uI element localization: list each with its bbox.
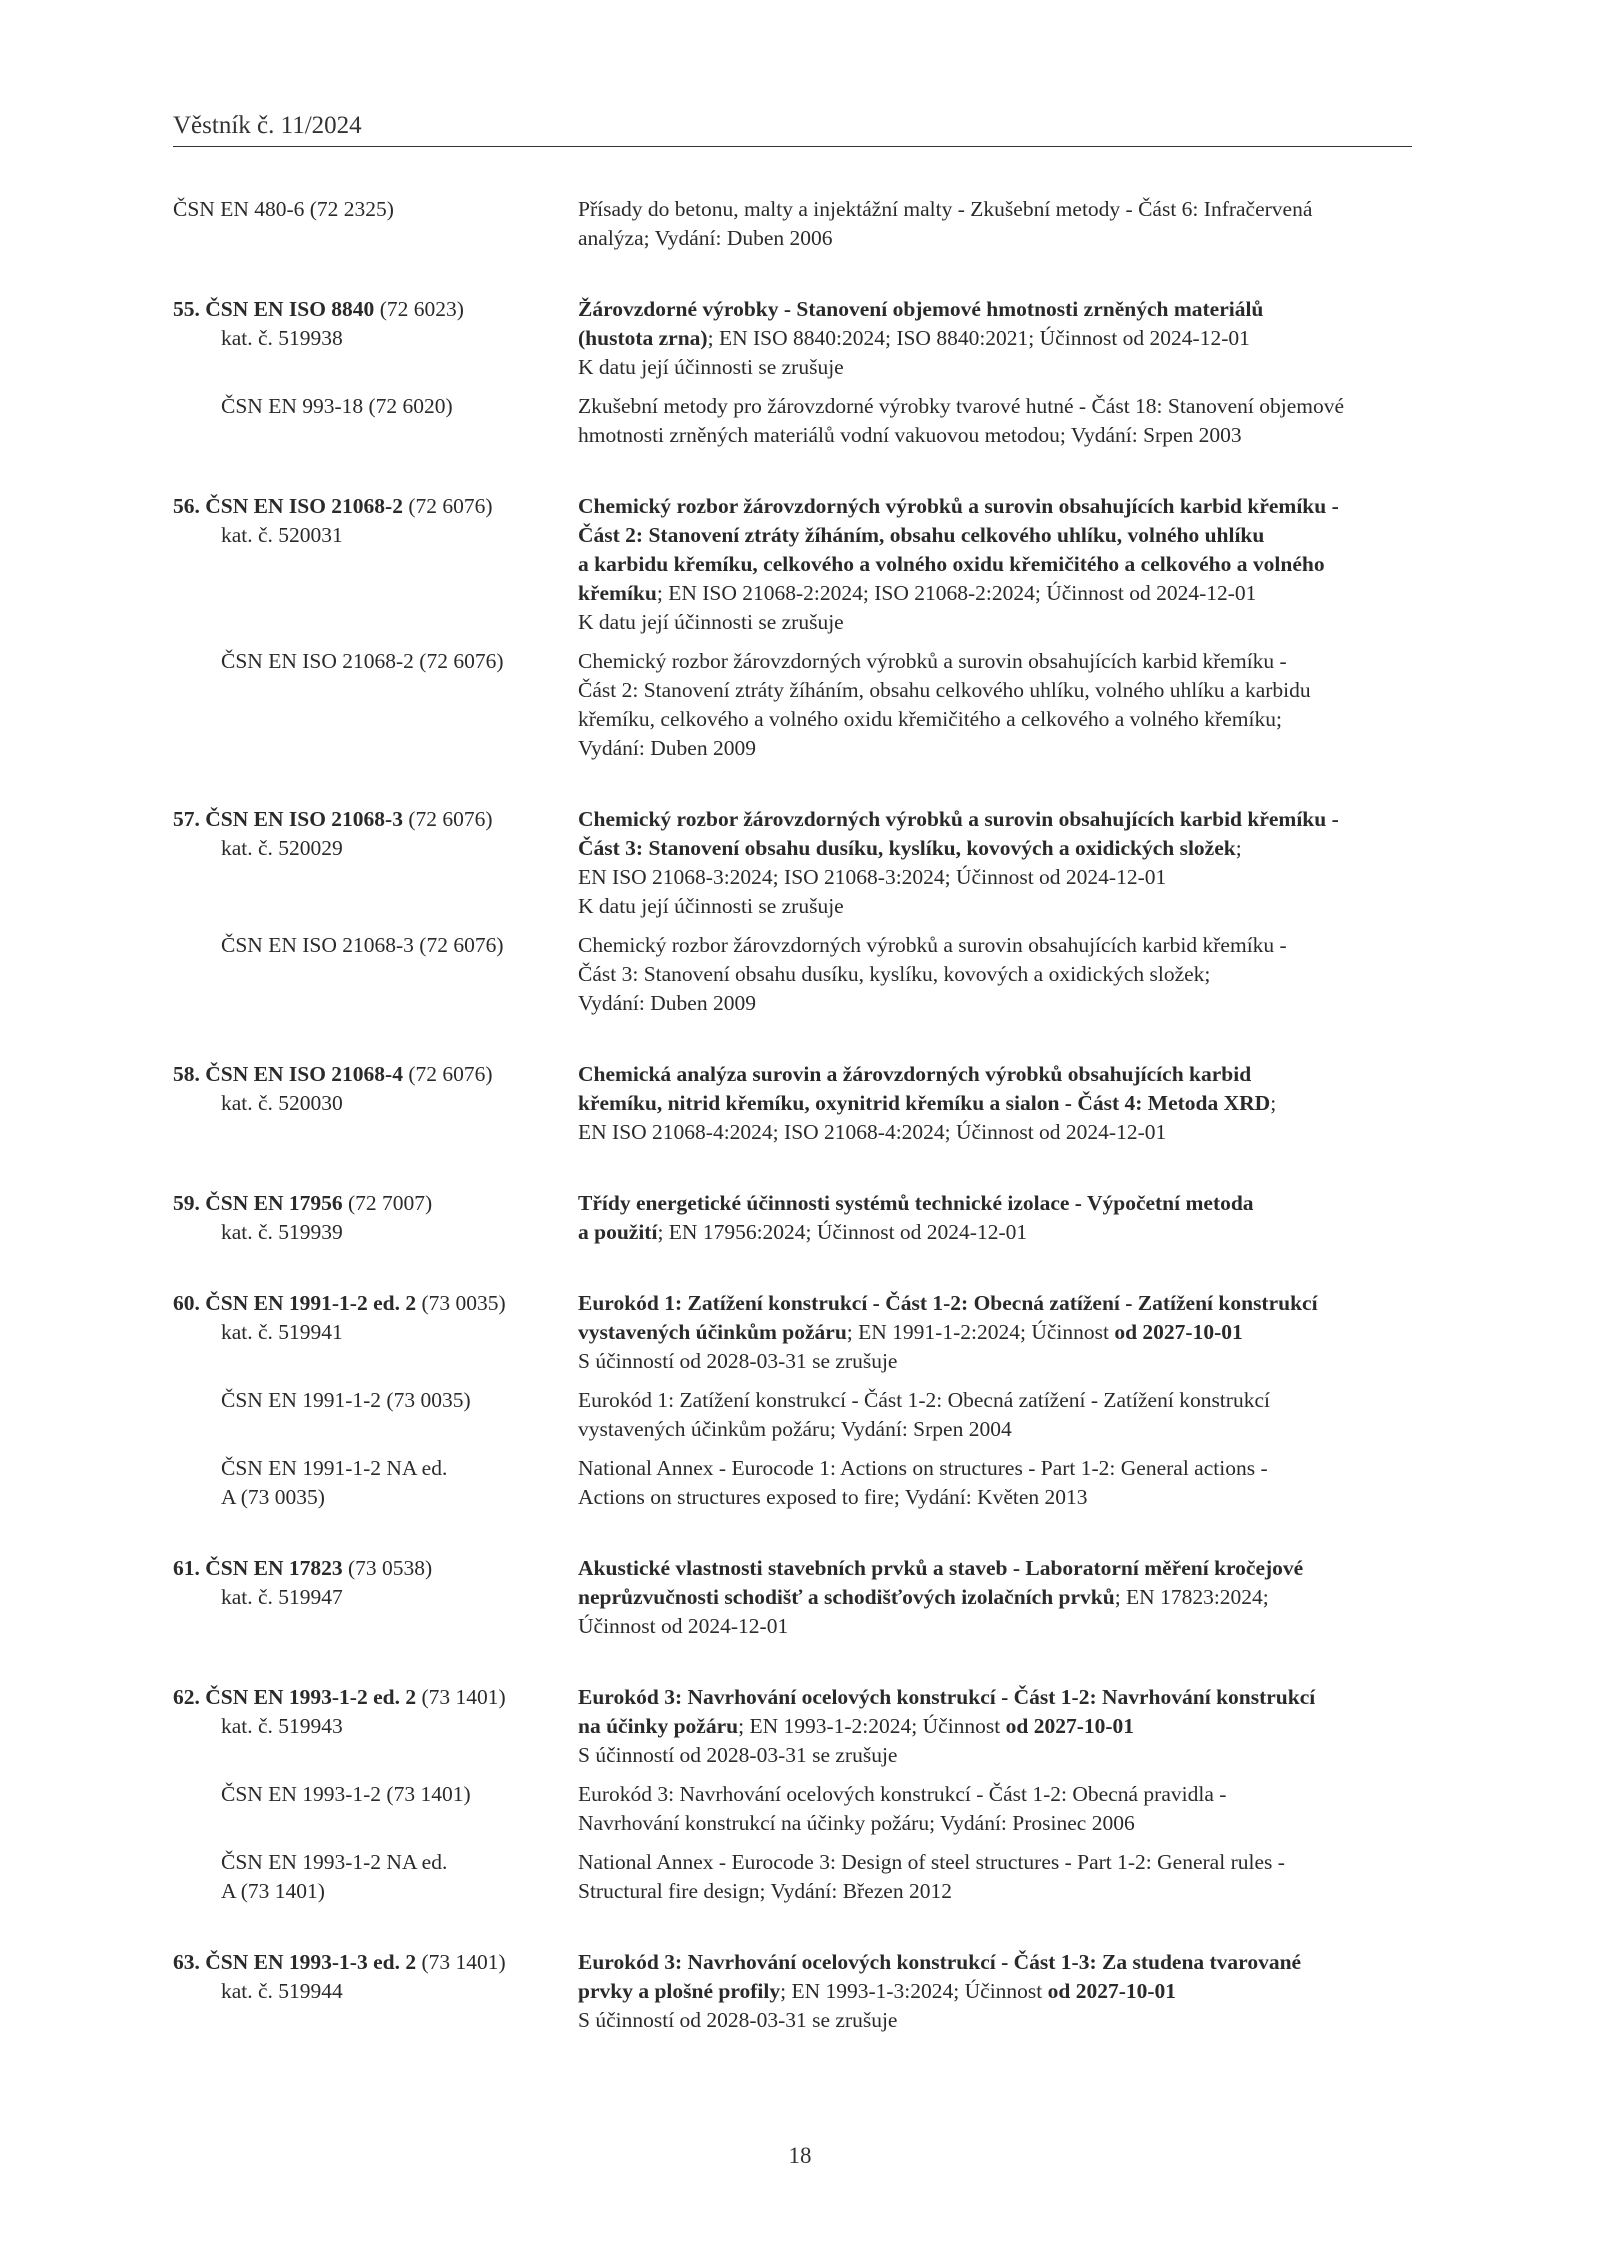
title-note: K datu její účinnosti se zrušuje <box>578 894 844 918</box>
code-line: ČSN EN 1993-1-2 NA ed. <box>221 1850 448 1874</box>
title-line: National Annex - Eurocode 3: Design of steel structures - Part 1-2: General rules - <box>578 1850 1285 1874</box>
catalog-number: kat. č. 520029 <box>221 836 343 860</box>
document-content <box>173 195 1423 2077</box>
title-details: ; EN 17956:2024; Účinnost od 2024-12-01 <box>657 1220 1028 1244</box>
standard-entry <box>173 1554 1423 1641</box>
title-line: křemíku, celkového a volného oxidu křemičitého a celkového a volného křemíku; <box>578 707 1282 731</box>
designation-line <box>173 1189 578 1218</box>
standard-entry <box>173 1289 1423 1512</box>
title-note: K datu její účinnosti se zrušuje <box>578 610 844 634</box>
title-details: ; <box>1270 1091 1277 1115</box>
standard-title <box>578 1554 1418 1641</box>
title-line <box>578 579 1418 608</box>
entry-number: 57. <box>173 807 200 831</box>
title-bold-text: Eurokód 3: Navrhování ocelových konstrukcí - Část 1-3: Za studena tvarované <box>578 1950 1302 1974</box>
standard-designation <box>173 295 578 353</box>
title-bold-text: Žárovzdorné výrobky - Stanovení objemové hmotnosti zrněných materiálů <box>578 297 1264 321</box>
title-details: ; EN ISO 21068-2:2024; ISO 21068-2:2024; Účinnost od 2024-12-01 <box>656 581 1257 605</box>
replaced-standard-row <box>173 1780 1423 1838</box>
title-bold-text: Akustické vlastnosti stavebních prvků a staveb - Laboratorní měření kročejové <box>578 1556 1304 1580</box>
standard-class: (73 0035) <box>416 1291 506 1315</box>
title-note: EN ISO 21068-4:2024; ISO 21068-4:2024; Účinnost od 2024-12-01 <box>578 1120 1167 1144</box>
title-line <box>578 834 1418 863</box>
designation-line <box>173 805 578 834</box>
standard-class: (72 6076) <box>402 1062 493 1086</box>
title-bold-text: Část 2: Stanovení ztráty žíháním, obsahu celkového uhlíku, volného uhlíku <box>578 523 1265 547</box>
title-line: Chemický rozbor žárovzdorných výrobků a surovin obsahujících karbid křemíku - <box>578 649 1287 673</box>
title-bold-text: křemíku, nitrid křemíku, oxynitrid křemíku a sialon - Část 4: Metoda XRD <box>578 1091 1271 1115</box>
title-bold-text: prvky a plošné profily <box>578 1979 781 2003</box>
title-line <box>578 1712 1418 1741</box>
new-standard-row <box>173 492 1423 637</box>
replaced-standard-title <box>578 1780 1418 1838</box>
standard-entry <box>173 1683 1423 1906</box>
title-bold-text: křemíku <box>578 581 657 605</box>
standard-class: (73 1401) <box>416 1685 506 1709</box>
standard-code: ČSN EN 17956 <box>205 1191 343 1215</box>
new-standard-row <box>173 1554 1423 1641</box>
standard-code: ČSN EN ISO 21068-4 <box>205 1062 403 1086</box>
designation-line <box>173 1948 578 1977</box>
standard-designation <box>173 1189 578 1247</box>
standard-code: ČSN EN 1993-1-2 ed. 2 <box>205 1685 417 1709</box>
title-line: Přísady do betonu, malty a injektážní malty - Zkušební metody - Část 6: Infračervená <box>578 197 1313 221</box>
title-bold-text: Třídy energetické účinnosti systémů technické izolace - Výpočetní metoda <box>578 1191 1254 1215</box>
standard-title <box>578 1948 1418 2035</box>
replaced-standard-code <box>173 392 578 421</box>
catalog-number: kat. č. 519941 <box>221 1320 343 1344</box>
title-line <box>578 1089 1418 1118</box>
title-line <box>578 521 1418 550</box>
title-line: vystavených účinkům požáru; Vydání: Srpen 2004 <box>578 1417 1012 1441</box>
designation-line <box>173 492 578 521</box>
title-line <box>578 295 1418 324</box>
standard-code: ČSN EN ISO 21068-2 <box>205 494 403 518</box>
title-line <box>578 1289 1418 1318</box>
title-line <box>578 1977 1418 2006</box>
standard-entry <box>173 295 1423 450</box>
standard-title <box>578 1289 1418 1376</box>
title-note: EN ISO 21068-3:2024; ISO 21068-3:2024; Účinnost od 2024-12-01 <box>578 865 1167 889</box>
new-standard-row <box>173 1683 1423 1770</box>
catalog-number: kat. č. 519944 <box>221 1979 343 2003</box>
entry-number: 60. <box>173 1291 200 1315</box>
title-line: hmotnosti zrněných materiálů vodní vakuovou metodou; Vydání: Srpen 2003 <box>578 423 1242 447</box>
catalog-number: kat. č. 520031 <box>221 523 343 547</box>
entry-number: 58. <box>173 1062 200 1086</box>
title-line: Vydání: Duben 2009 <box>578 991 756 1015</box>
title-line <box>578 492 1418 521</box>
title-bold-text: Eurokód 3: Navrhování ocelových konstrukcí - Část 1-2: Navrhování konstrukcí <box>578 1685 1316 1709</box>
standard-title <box>578 1683 1418 1770</box>
replaced-standard-row <box>173 931 1423 1018</box>
title-line <box>578 1060 1418 1089</box>
code-line: ČSN EN ISO 21068-3 (72 6076) <box>221 933 504 957</box>
title-note: S účinností od 2028-03-31 se zrušuje <box>578 1743 898 1767</box>
replaced-standard-code <box>173 647 578 676</box>
standard-title <box>578 1189 1418 1247</box>
catalog-number: kat. č. 519947 <box>221 1585 343 1609</box>
title-line: Část 2: Stanovení ztráty žíháním, obsahu celkového uhlíku, volného uhlíku a karbidu <box>578 678 1311 702</box>
effective-date: od 2027-10-01 <box>1005 1714 1135 1738</box>
standard-code: ČSN EN 1991-1-2 ed. 2 <box>205 1291 417 1315</box>
standard-entry <box>173 805 1423 1018</box>
title-line <box>578 1554 1418 1583</box>
standard-class: (72 6076) <box>402 494 493 518</box>
title-line <box>578 1189 1418 1218</box>
title-bold-text: Část 3: Stanovení obsahu dusíku, kyslíku, kovových a oxidických složek <box>578 836 1236 860</box>
standard-designation <box>173 1948 578 2006</box>
replaced-standard-code <box>173 1386 578 1415</box>
title-bold-text: (hustota zrna) <box>578 326 708 350</box>
entry-number: 56. <box>173 494 200 518</box>
standard-title <box>578 805 1418 921</box>
title-line: Část 3: Stanovení obsahu dusíku, kyslíku, kovových a oxidických složek; <box>578 962 1211 986</box>
replaced-standard-code <box>173 1454 578 1512</box>
title-line <box>578 1218 1418 1247</box>
replaced-standard-code <box>173 1780 578 1809</box>
title-bold-text: a použití <box>578 1220 658 1244</box>
standard-entry <box>173 492 1423 763</box>
designation-line <box>173 1554 578 1583</box>
code-line: ČSN EN 1991-1-2 NA ed. <box>221 1456 448 1480</box>
title-line: National Annex - Eurocode 1: Actions on structures - Part 1-2: General actions - <box>578 1456 1268 1480</box>
replaced-standard-title <box>578 1454 1418 1512</box>
standard-code: ČSN EN 1993-1-3 ed. 2 <box>205 1950 417 1974</box>
replaced-standard-code <box>173 931 578 960</box>
title-line: Navrhování konstrukcí na účinky požáru; Vydání: Prosinec 2006 <box>578 1811 1135 1835</box>
title-line <box>578 1683 1418 1712</box>
title-line: analýza; Vydání: Duben 2006 <box>578 226 833 250</box>
title-note: K datu její účinnosti se zrušuje <box>578 355 844 379</box>
standard-designation <box>173 805 578 863</box>
title-bold-text: Chemický rozbor žárovzdorných výrobků a surovin obsahujících karbid křemíku - <box>578 807 1339 831</box>
standard-class: (72 6076) <box>402 807 493 831</box>
title-bold-text: Chemická analýza surovin a žárovzdorných výrobků obsahujících karbid <box>578 1062 1252 1086</box>
replaced-standard-title <box>578 1848 1418 1906</box>
code-line: ČSN EN 993-18 (72 6020) <box>221 394 453 418</box>
title-bold-text: a karbidu křemíku, celkového a volného oxidu křemičitého a celkového a volného <box>578 552 1325 576</box>
replaced-standard-code <box>173 195 578 224</box>
code-line: A (73 0035) <box>221 1485 325 1509</box>
replaced-standard-row <box>173 1848 1423 1906</box>
catalog-number: kat. č. 520030 <box>221 1091 343 1115</box>
catalog-number: kat. č. 519939 <box>221 1220 343 1244</box>
standard-entry <box>173 1948 1423 2035</box>
page-header-title: Věstník č. 11/2024 <box>173 112 362 139</box>
entry-number: 61. <box>173 1556 200 1580</box>
title-note: Účinnost od 2024-12-01 <box>578 1614 789 1638</box>
title-line <box>578 1948 1418 1977</box>
title-details: ; EN 1993-1-2:2024; Účinnost <box>738 1714 1006 1738</box>
title-line <box>578 1583 1418 1612</box>
replaced-standard-title <box>578 647 1418 763</box>
catalog-number: kat. č. 519938 <box>221 326 343 350</box>
replaced-standard-title <box>578 392 1418 450</box>
title-details: ; EN 1993-1-3:2024; Účinnost <box>780 1979 1048 2003</box>
designation-line <box>173 295 578 324</box>
replaced-standard-title <box>578 1386 1418 1444</box>
entry-number: 63. <box>173 1950 200 1974</box>
code-line: ČSN EN 1993-1-2 (73 1401) <box>221 1782 471 1806</box>
designation-line <box>173 1289 578 1318</box>
standard-title <box>578 1060 1418 1147</box>
code-line: ČSN EN ISO 21068-2 (72 6076) <box>221 649 504 673</box>
replaced-standard-row <box>173 1386 1423 1444</box>
standard-designation <box>173 1060 578 1118</box>
title-line <box>578 805 1418 834</box>
title-details: ; <box>1235 836 1242 860</box>
title-line: Vydání: Duben 2009 <box>578 736 756 760</box>
code-line: ČSN EN 480-6 (72 2325) <box>173 197 394 221</box>
standard-class: (72 7007) <box>342 1191 433 1215</box>
title-bold-text: na účinky požáru <box>578 1714 739 1738</box>
title-line <box>578 1318 1418 1347</box>
title-note: S účinností od 2028-03-31 se zrušuje <box>578 1349 898 1373</box>
code-line: ČSN EN 1991-1-2 (73 0035) <box>221 1388 471 1412</box>
title-note: S účinností od 2028-03-31 se zrušuje <box>578 2008 898 2032</box>
title-bold-text: Eurokód 1: Zatížení konstrukcí - Část 1-2: Obecná zatížení - Zatížení konstrukcí <box>578 1291 1318 1315</box>
entry-number: 62. <box>173 1685 200 1709</box>
title-bold-text: vystavených účinkům požáru <box>578 1320 847 1344</box>
title-line: Zkušební metody pro žárovzdorné výrobky tvarové hutné - Část 18: Stanovení objemové <box>578 394 1345 418</box>
standard-code: ČSN EN ISO 8840 <box>205 297 375 321</box>
standard-designation <box>173 492 578 550</box>
title-line: Actions on structures exposed to fire; Vydání: Květen 2013 <box>578 1485 1088 1509</box>
title-details: ; EN 17823:2024; <box>1114 1585 1269 1609</box>
standard-designation <box>173 1289 578 1347</box>
standard-entry <box>173 1060 1423 1147</box>
title-bold-text: Chemický rozbor žárovzdorných výrobků a surovin obsahujících karbid křemíku - <box>578 494 1339 518</box>
page-number: 18 <box>788 2143 812 2168</box>
title-line: Structural fire design; Vydání: Březen 2012 <box>578 1879 952 1903</box>
standard-designation <box>173 1683 578 1741</box>
standard-class: (73 0538) <box>342 1556 433 1580</box>
replaced-standard-row <box>173 647 1423 763</box>
title-line <box>578 550 1418 579</box>
title-bold-text: neprůzvučnosti schodišť a schodišťových izolačních prvků <box>578 1585 1115 1609</box>
standard-class: (72 6023) <box>374 297 464 321</box>
replaced-standard-row <box>173 392 1423 450</box>
title-details: ; EN ISO 8840:2024; ISO 8840:2021; Účinnost od 2024-12-01 <box>707 326 1250 350</box>
standard-entry <box>173 195 1423 253</box>
new-standard-row <box>173 1189 1423 1247</box>
catalog-number: kat. č. 519943 <box>221 1714 343 1738</box>
new-standard-row <box>173 1289 1423 1376</box>
standard-title <box>578 492 1418 637</box>
title-line <box>578 324 1418 353</box>
replaced-standard-row <box>173 195 1423 253</box>
title-details: ; EN 1991-1-2:2024; Účinnost <box>846 1320 1115 1344</box>
replaced-standard-code <box>173 1848 578 1906</box>
standard-code: ČSN EN ISO 21068-3 <box>205 807 403 831</box>
new-standard-row <box>173 805 1423 921</box>
designation-line <box>173 1683 578 1712</box>
standard-class: (73 1401) <box>416 1950 506 1974</box>
replaced-standard-title <box>578 931 1418 1018</box>
entry-number: 59. <box>173 1191 200 1215</box>
title-line: Chemický rozbor žárovzdorných výrobků a surovin obsahujících karbid křemíku - <box>578 933 1287 957</box>
code-line: A (73 1401) <box>221 1879 325 1903</box>
standard-code: ČSN EN 17823 <box>205 1556 343 1580</box>
new-standard-row <box>173 295 1423 382</box>
standard-entry <box>173 1189 1423 1247</box>
page-header <box>173 110 1412 147</box>
replaced-standard-title <box>578 195 1418 253</box>
designation-line <box>173 1060 578 1089</box>
new-standard-row <box>173 1948 1423 2035</box>
replaced-standard-row <box>173 1454 1423 1512</box>
effective-date: od 2027-10-01 <box>1114 1320 1243 1344</box>
title-line: Eurokód 3: Navrhování ocelových konstrukcí - Část 1-2: Obecná pravidla - <box>578 1782 1227 1806</box>
title-line: Eurokód 1: Zatížení konstrukcí - Část 1-2: Obecná zatížení - Zatížení konstrukcí <box>578 1388 1270 1412</box>
effective-date: od 2027-10-01 <box>1047 1979 1177 2003</box>
standard-title <box>578 295 1418 382</box>
new-standard-row <box>173 1060 1423 1147</box>
standard-designation <box>173 1554 578 1612</box>
entry-number: 55. <box>173 297 200 321</box>
